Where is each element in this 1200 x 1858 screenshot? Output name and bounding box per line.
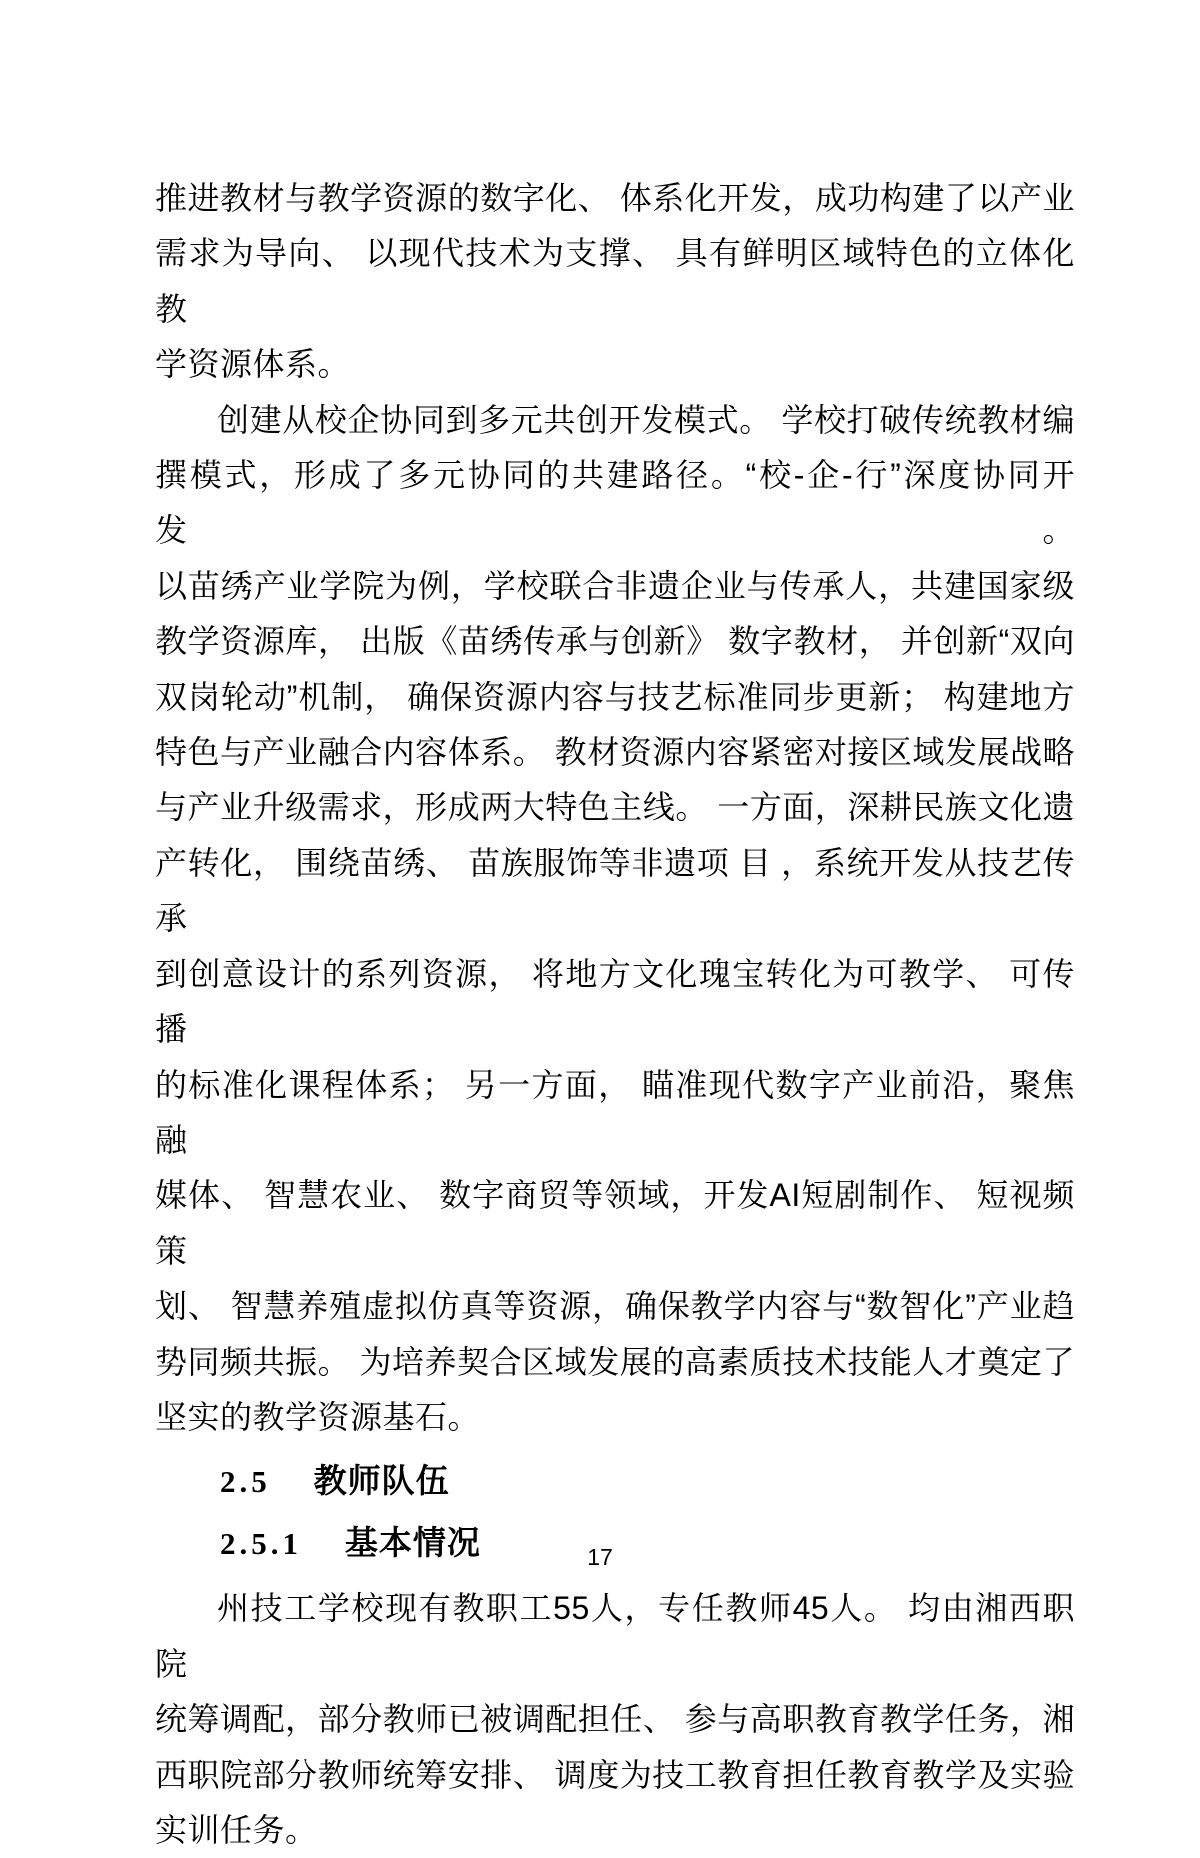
text-line: 推进教材与教学资源的数字化、 体系化开发，成功构建了以产业 [155,180,1075,216]
paragraph [155,171,1075,393]
text-line: 双岗轮动”机制， 确保资源内容与技艺标准同步更新； 构建地方 [155,678,1075,715]
text-line: 特色与产业融合内容体系。 教材资源内容紧密对接区域发展战略 [155,734,1075,771]
text-line: 教学资源库， 出版《苗绣传承与创新》 数字教材， 并创新“双向 [155,623,1075,660]
section-title: 教师队伍 [313,1462,450,1500]
section-number: 2.5.1 [220,1526,302,1562]
text-line: 州技工学校现有教职工55人，专任教师45人。 均由湘西职院 [155,1590,1075,1682]
paragraph [155,1581,1075,1858]
text-line: 撰模式，形成了多元协同的共建路径。“校-企-行”深度协同开发。 [155,457,1075,549]
text-line: 势同频共振。 为培养契合区域发展的高素质技术技能人才奠定了 [155,1343,1075,1380]
section-heading-2-5 [220,1453,1075,1509]
text-line: 媒体、 智慧农业、 数字商贸等领域，开发AI短剧制作、 短视频策 [155,1177,1075,1269]
text-line: 需求为导向、 以现代技术为支撑、 具有鲜明区域特色的立体化教 [155,235,1075,327]
text-line: 坚实的教学资源基石。 [155,1398,481,1435]
section-number: 2.5 [220,1464,271,1500]
text-line: 西职院部分教师统筹安排、 调度为技工教育担任教育教学及实验 [155,1756,1075,1793]
text-line: 划、 智慧养殖虚拟仿真等资源，确保教学内容与“数智化”产业趋 [155,1288,1075,1325]
page-number: 17 [587,1544,613,1570]
paragraph [155,393,1075,1446]
text-line: 产转化， 围绕苗绣、 苗族服饰等非遗项 目 ，系统开发从技艺传承 [155,844,1075,937]
text-line: 到创意设计的系列资源， 将地方文化瑰宝转化为可教学、 可传播 [155,955,1075,1048]
section-title: 基本情况 [344,1524,481,1562]
text-line: 的标准化课程体系； 另一方面， 瞄准现代数字产业前沿，聚焦融 [155,1066,1075,1158]
text-line: 统筹调配，部分教师已被调配担任、 参与高职教育教学任务，湘 [155,1701,1075,1738]
text-line: 创建从校企协同到多元共创开发模式。 学校打破传统教材编 [217,401,1075,438]
document-body [155,171,1075,1858]
text-line: 学资源体系。 [155,346,351,383]
text-line: 实训任务。 [155,1811,318,1848]
text-line: 与产业升级需求，形成两大特色主线。 一方面，深耕民族文化遗 [155,789,1075,826]
text-line: 以苗绣产业学院为例，学校联合非遗企业与传承人，共建国家级 [155,567,1075,604]
